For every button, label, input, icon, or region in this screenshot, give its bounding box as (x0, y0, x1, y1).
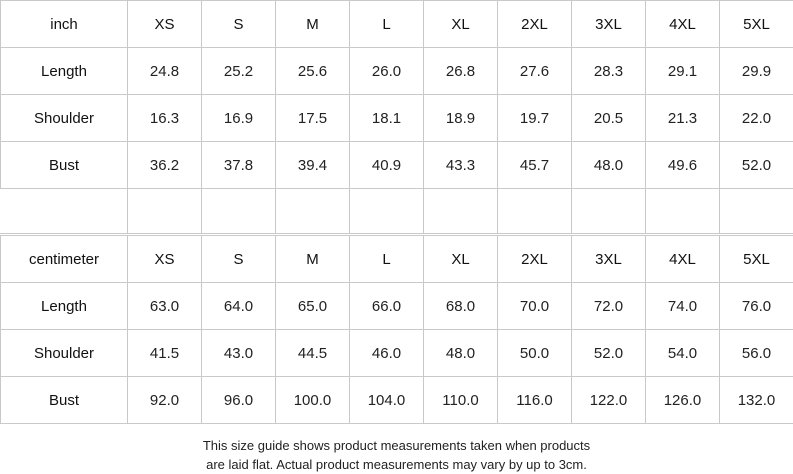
table-cell: 17.5 (276, 95, 350, 142)
table-cell: 16.9 (202, 95, 276, 142)
table-cell: 48.0 (572, 142, 646, 189)
column-header: 3XL (572, 236, 646, 283)
column-header: XL (424, 236, 498, 283)
column-header: 4XL (646, 1, 720, 48)
table-row (1, 48, 793, 95)
spacer-cell (201, 189, 275, 234)
row-label: Bust (1, 377, 128, 424)
size-guide-footnote (0, 424, 793, 474)
column-header: S (202, 1, 276, 48)
table-cell: 66.0 (350, 283, 424, 330)
row-label: Length (1, 283, 128, 330)
table-cell: 16.3 (128, 95, 202, 142)
column-header: L (350, 1, 424, 48)
table-cell: 96.0 (202, 377, 276, 424)
table-cell: 126.0 (646, 377, 720, 424)
table-cell: 52.0 (572, 330, 646, 377)
size-table-inch (0, 0, 793, 189)
row-label: Shoulder (1, 95, 128, 142)
spacer-cell (127, 189, 201, 234)
column-header: 2XL (498, 236, 572, 283)
table-cell: 18.1 (350, 95, 424, 142)
table-cell: 18.9 (424, 95, 498, 142)
table-cell: 22.0 (720, 95, 793, 142)
spacer-cell (275, 189, 349, 234)
row-label: Shoulder (1, 330, 128, 377)
table-cell: 39.4 (276, 142, 350, 189)
table-cell: 49.6 (646, 142, 720, 189)
table-row (1, 236, 793, 283)
table-cell: 68.0 (424, 283, 498, 330)
table-row (1, 377, 793, 424)
table-cell: 56.0 (720, 330, 793, 377)
column-header: 3XL (572, 1, 646, 48)
footnote-line-1: This size guide shows product measurements taken when products (0, 436, 793, 455)
table-cell: 116.0 (498, 377, 572, 424)
table-cell: 54.0 (646, 330, 720, 377)
table-cell: 37.8 (202, 142, 276, 189)
table-row (1, 95, 793, 142)
table-cell: 46.0 (350, 330, 424, 377)
column-header: XS (128, 236, 202, 283)
table-cell: 64.0 (202, 283, 276, 330)
spacer-cell (571, 189, 645, 234)
table-cell: 45.7 (498, 142, 572, 189)
table-cell: 104.0 (350, 377, 424, 424)
table-cell: 25.2 (202, 48, 276, 95)
table-cell: 122.0 (572, 377, 646, 424)
column-header: 4XL (646, 236, 720, 283)
column-header: L (350, 236, 424, 283)
table-cell: 19.7 (498, 95, 572, 142)
table-cell: 43.0 (202, 330, 276, 377)
column-header: 5XL (720, 236, 793, 283)
unit-label-centimeter: centimeter (1, 236, 128, 283)
table-cell: 132.0 (720, 377, 793, 424)
table-cell: 24.8 (128, 48, 202, 95)
table-cell: 72.0 (572, 283, 646, 330)
table-cell: 52.0 (720, 142, 793, 189)
spacer-cell (645, 189, 719, 234)
spacer-cell (423, 189, 497, 234)
footnote-line-2: are laid flat. Actual product measurements may vary by up to 3cm. (0, 455, 793, 474)
table-cell: 26.8 (424, 48, 498, 95)
column-header: 2XL (498, 1, 572, 48)
table-row (1, 283, 793, 330)
column-header: M (276, 236, 350, 283)
column-header: S (202, 236, 276, 283)
table-cell: 40.9 (350, 142, 424, 189)
table-cell: 41.5 (128, 330, 202, 377)
table-cell: 110.0 (424, 377, 498, 424)
table-cell: 44.5 (276, 330, 350, 377)
table-cell: 21.3 (646, 95, 720, 142)
table-cell: 50.0 (498, 330, 572, 377)
table-cell: 63.0 (128, 283, 202, 330)
table-cell: 25.6 (276, 48, 350, 95)
column-header: XS (128, 1, 202, 48)
size-table-centimeter (0, 235, 793, 424)
table-cell: 29.9 (720, 48, 793, 95)
table-cell: 48.0 (424, 330, 498, 377)
spacer-cell (349, 189, 423, 234)
table-cell: 20.5 (572, 95, 646, 142)
table-cell: 92.0 (128, 377, 202, 424)
row-label: Length (1, 48, 128, 95)
spacer-cell (0, 189, 127, 234)
table-row (1, 142, 793, 189)
table-cell: 76.0 (720, 283, 793, 330)
table-cell: 65.0 (276, 283, 350, 330)
table-cell: 70.0 (498, 283, 572, 330)
column-header: M (276, 1, 350, 48)
table-cell: 28.3 (572, 48, 646, 95)
table-cell: 26.0 (350, 48, 424, 95)
table-row (1, 330, 793, 377)
column-header: 5XL (720, 1, 793, 48)
spacer-cell (497, 189, 571, 234)
table-separator (0, 189, 793, 235)
table-cell: 100.0 (276, 377, 350, 424)
table-cell: 43.3 (424, 142, 498, 189)
table-row (1, 1, 793, 48)
spacer-cell (719, 189, 793, 234)
table-cell: 29.1 (646, 48, 720, 95)
table-cell: 74.0 (646, 283, 720, 330)
table-cell: 27.6 (498, 48, 572, 95)
row-label: Bust (1, 142, 128, 189)
unit-label-inch: inch (1, 1, 128, 48)
column-header: XL (424, 1, 498, 48)
table-cell: 36.2 (128, 142, 202, 189)
